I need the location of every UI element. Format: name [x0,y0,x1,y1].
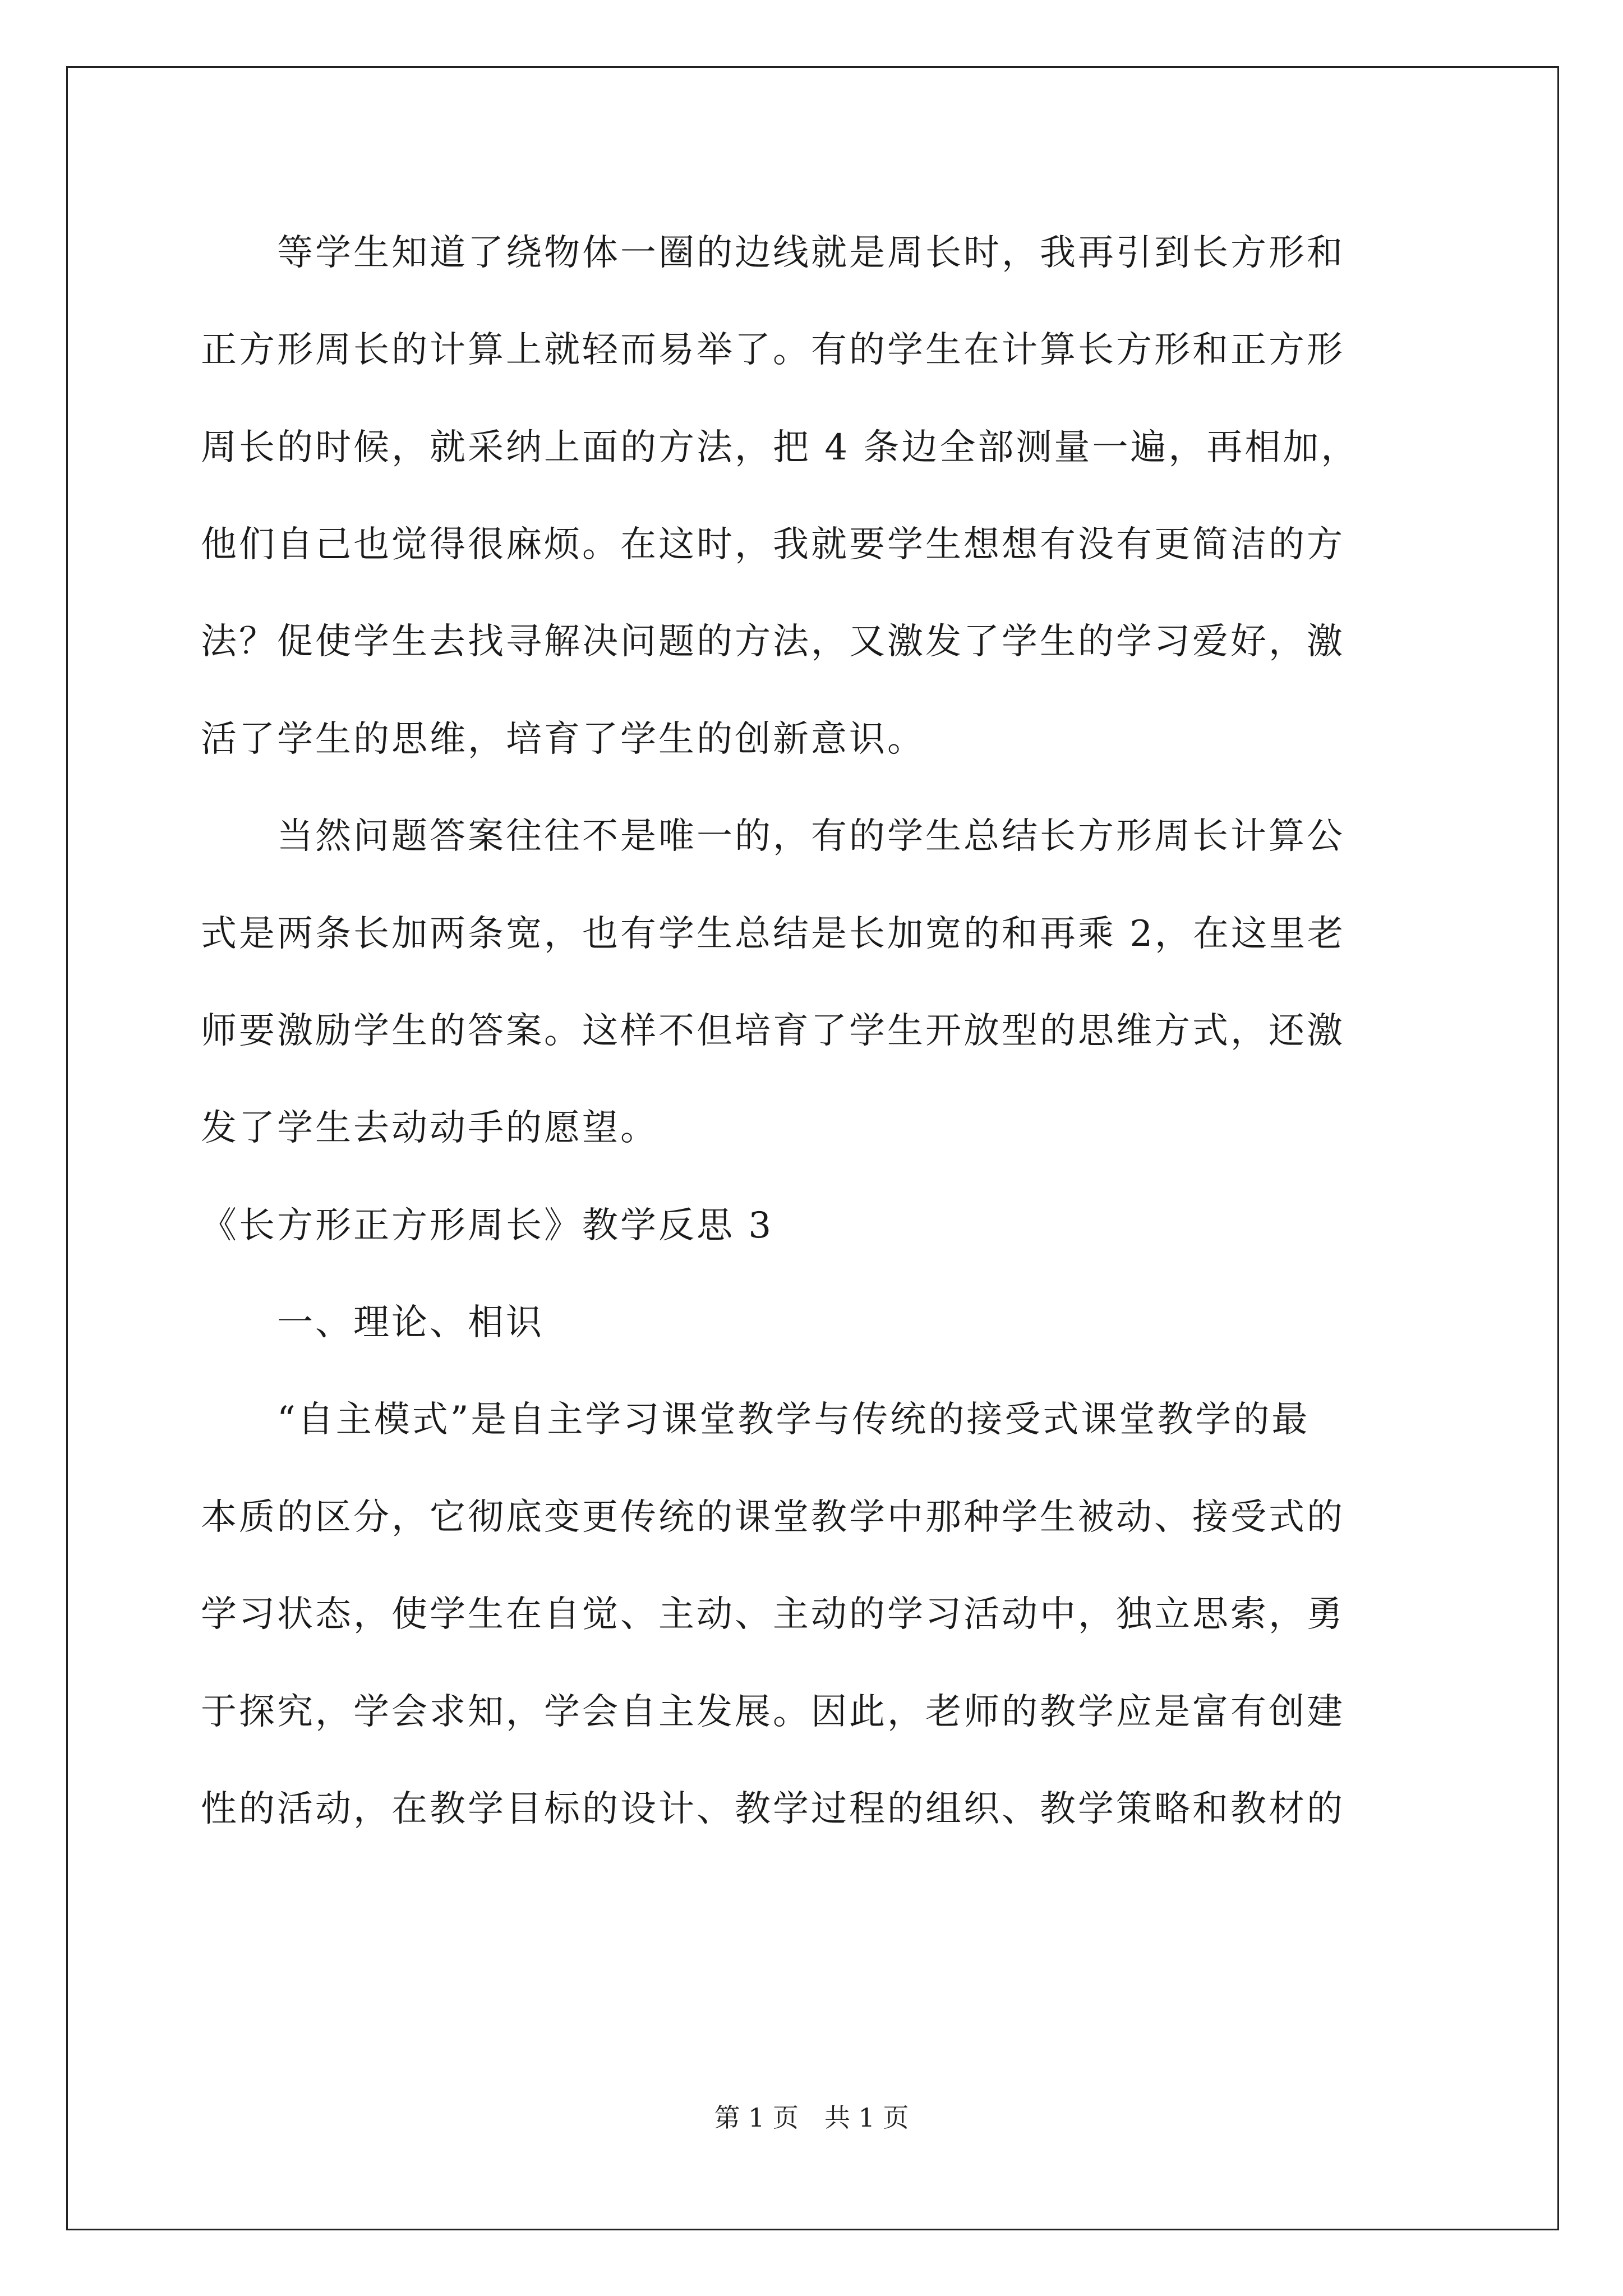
text-line: 学习状态，使学生在自觉、主动、主动的学习活动中，独立思索，勇 [201,1594,1345,1635]
subsection-heading: 一、理论、相识 [201,1302,544,1343]
text-line: 发了学生去动动手的愿望。 [201,1107,658,1149]
text-line: 于探究，学会求知，学会自主发展。因此，老师的教学应是富有创建 [201,1691,1345,1733]
text-line: 本质的区分，它彻底变更传统的课堂教学中那种学生被动、接受式的 [201,1497,1345,1538]
text-line: “自主模式”是自主学习课堂教学与传统的接受式课堂教学的最 [201,1399,1310,1441]
text-line: 活了学生的思维，培育了学生的创新意识。 [201,719,925,760]
text-line: 师要激励学生的答案。这样不但培育了学生开放型的思维方式，还激 [201,1010,1345,1052]
text-line: 性的活动，在教学目标的设计、教学过程的组织、教学策略和教材的 [201,1788,1345,1830]
page-number-footer: 第 1 页 共 1 页 [714,2102,909,2133]
text-line: 法？促使学生去找寻解决问题的方法，又激发了学生的学习爱好，激 [201,621,1345,662]
text-line: 正方形周长的计算上就轻而易举了。有的学生在计算长方形和正方形 [201,329,1345,371]
section-heading: 《长方形正方形周长》教学反思 3 [201,1205,774,1246]
text-line: 式是两条长加两条宽，也有学生总结是长加宽的和再乘 2，在这里老 [201,913,1346,955]
text-line: 当然问题答案往往不是唯一的，有的学生总结长方形周长计算公 [201,816,1345,857]
text-line: 他们自己也觉得很麻烦。在这时，我就要学生想想有没有更简洁的方 [201,524,1345,565]
text-line: 等学生知道了绕物体一圈的边线就是周长时，我再引到长方形和 [201,232,1345,274]
text-line: 周长的时候，就采纳上面的方法，把 4 条边全部测量一遍，再相加， [201,427,1359,468]
